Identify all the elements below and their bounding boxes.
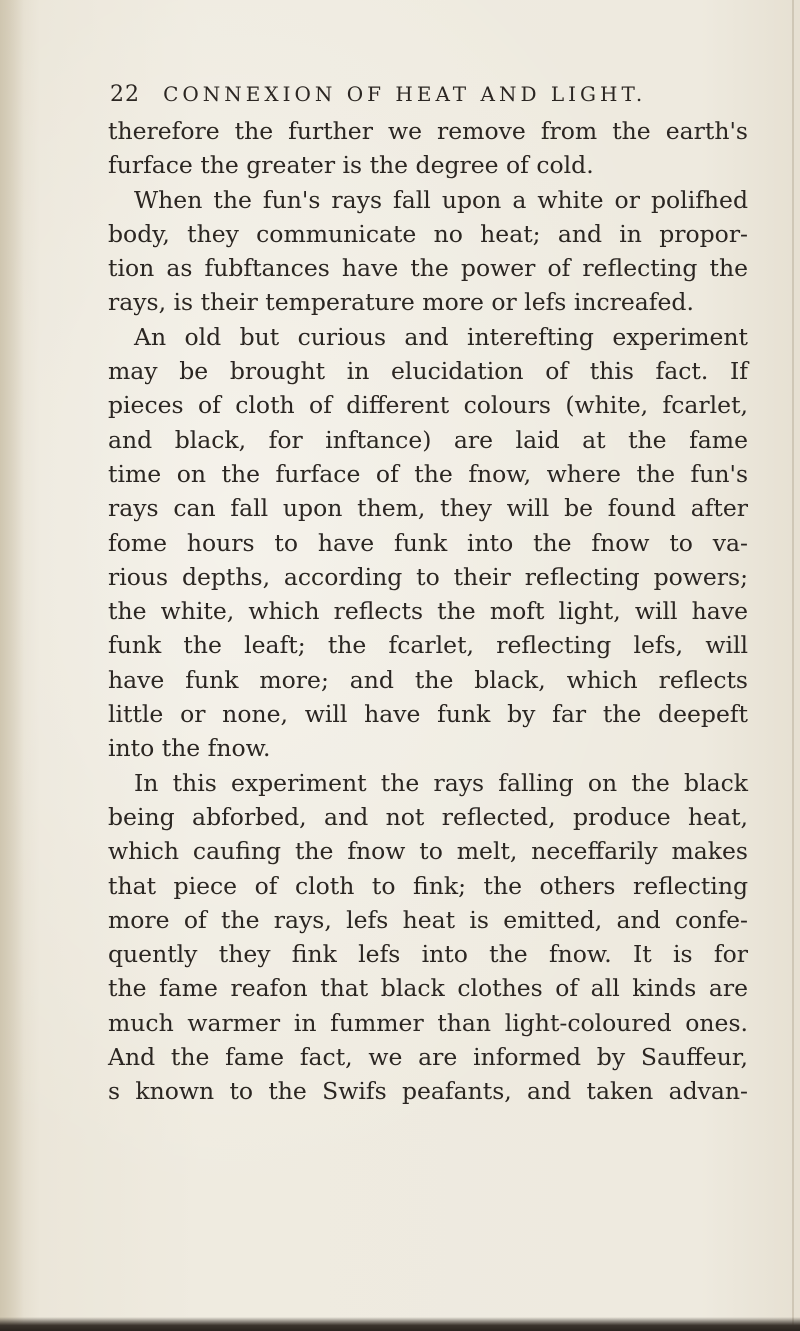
paragraph-start-line: When the fun's rays fall upon a white or polifhed xyxy=(134,185,748,214)
text-line: fome hours to have funk into the fnow to va- xyxy=(108,528,748,557)
text-line: rays can fall upon them, they will be found after xyxy=(108,494,748,523)
page-edge-line xyxy=(792,0,794,1331)
text-line: and black, for inftance) are laid at the fame xyxy=(108,425,748,454)
text-line: being abforbed, and not reflected, produce heat, xyxy=(108,802,748,831)
body-text xyxy=(108,114,748,1109)
text-line: much warmer in fummer than light-coloured ones. xyxy=(108,1008,748,1037)
running-head xyxy=(110,82,750,116)
text-line: the white, which reflects the moft light, will have xyxy=(108,597,748,626)
text-line: tion as fubftances have the power of reflecting the xyxy=(108,254,748,283)
text-line: pieces of cloth of different colours (white, fcarlet, xyxy=(108,391,748,420)
running-head-title: CONNEXION OF HEAT AND LIGHT. xyxy=(163,82,647,106)
text-line: funk the leaft; the fcarlet, reflecting lefs, will xyxy=(108,631,748,660)
text-line: have funk more; and the black, which reflects xyxy=(108,665,748,694)
text-line: And the fame fact, we are informed by Sauffeur, xyxy=(108,1043,748,1072)
text-line: may be brought in elucidation of this fact. If xyxy=(108,357,748,386)
paragraph-start-line: An old but curious and interefting experiment xyxy=(134,322,748,351)
text-line: rays, is their temperature more or lefs increafed. xyxy=(108,288,694,317)
text-line: that piece of cloth to fink; the others reflecting xyxy=(108,871,748,900)
text-line: quently they fink lefs into the fnow. It is for xyxy=(108,940,748,969)
text-line: into the fnow. xyxy=(108,734,271,763)
text-line: time on the furface of the fnow, where the fun's xyxy=(108,459,748,488)
text-line: the fame reafon that black clothes of all kinds are xyxy=(108,974,748,1003)
text-line: s known to the Swifs peafants, and taken advan- xyxy=(108,1077,748,1106)
text-line: body, they communicate no heat; and in propor- xyxy=(108,219,748,248)
text-line: therefore the further we remove from the earth's xyxy=(108,117,748,145)
page-number: 22 xyxy=(110,82,140,107)
text-line: more of the rays, lefs heat is emitted, and confe- xyxy=(108,905,748,934)
page-bottom-edge xyxy=(0,1317,800,1331)
text-line: which caufing the fnow to melt, neceffarily makes xyxy=(108,837,748,866)
page-gutter-shadow xyxy=(0,0,24,1331)
paragraph-start-line: In this experiment the rays falling on the black xyxy=(134,768,748,797)
text-line: furface the greater is the degree of cold. xyxy=(108,151,594,180)
text-line: rious depths, according to their reflecting powers; xyxy=(108,562,748,591)
text-line: little or none, will have funk by far the deepeft xyxy=(108,700,748,729)
